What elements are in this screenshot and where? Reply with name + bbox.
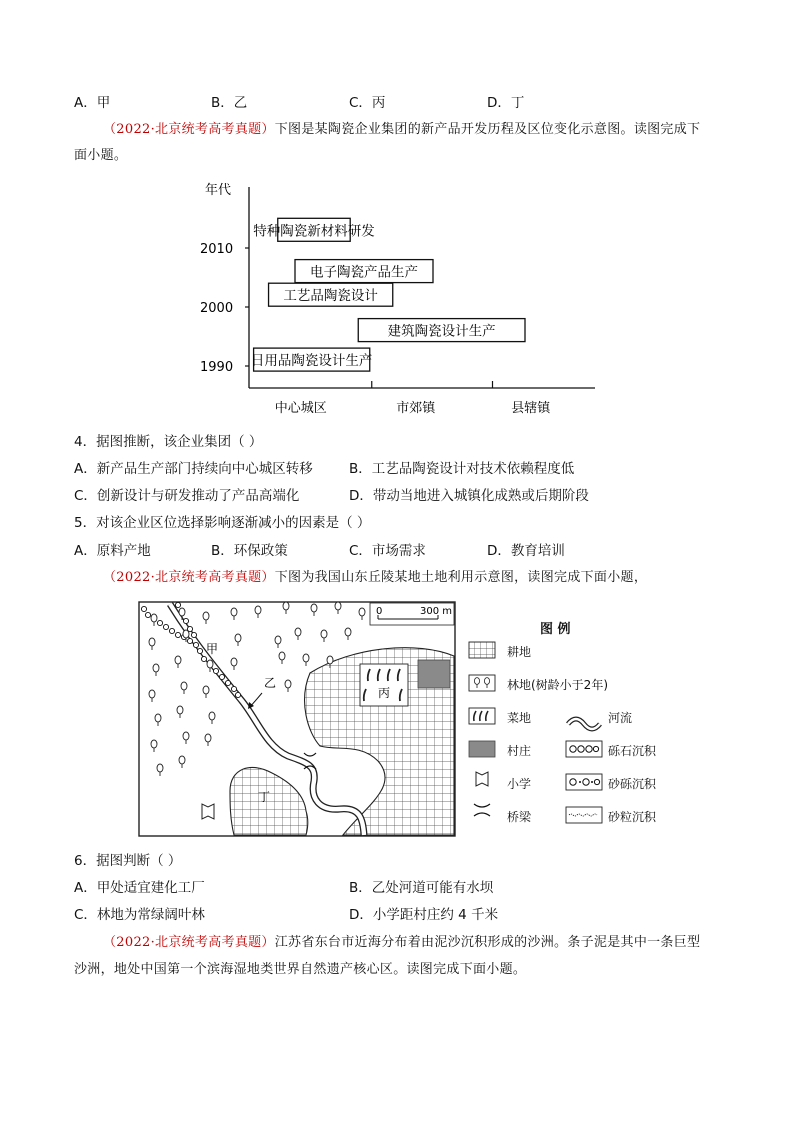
q4-option-b: B．工艺品陶瓷设计对技术依赖程度低 (349, 461, 575, 477)
q5-option-a: A．原料产地 (74, 543, 151, 559)
source-tag: （2022·北京统考高考真题） (103, 935, 275, 950)
q4-option-a: A．新产品生产部门持续向中心城区转移 (74, 461, 313, 477)
legend-sandy-gravel: 砂砾沉积 (608, 777, 657, 791)
intro-1-text: 下图是某陶瓷企业集团的新产品开发历程及区位变化示意图。读图完成下 (274, 122, 701, 137)
x-category-label: 市郊镇 (396, 401, 436, 416)
gravel-dot (213, 668, 218, 673)
legend-sandy-gravel-icon (566, 774, 602, 790)
legend-village: 村庄 (507, 744, 532, 758)
q6-option-d: D．小学距村庄约 4 千米 (349, 907, 499, 923)
timeline-bar-label: 日用品陶瓷设计生产 (250, 353, 373, 370)
gravel-dot (193, 642, 198, 647)
legend-title: 图 例 (540, 622, 571, 637)
timeline-bar-label: 建筑陶瓷设计生产 (387, 323, 496, 340)
gravel-dot (175, 632, 180, 637)
land-use-map (138, 601, 456, 837)
gravel-dot (145, 612, 150, 617)
q4-stem: 4．据图推断，该企业集团（ ） (74, 434, 263, 450)
legend-school: 小学 (507, 777, 532, 791)
label-jia: 甲 (206, 642, 219, 656)
legend-village-icon (469, 741, 495, 757)
legend-vegetable: 菜地 (507, 711, 532, 725)
intro-3-text: 江苏省东台市近海分布着由泥沙沉积形成的沙洲。条子泥是其中一条巨型 (274, 935, 701, 950)
gravel-dot (225, 680, 230, 685)
source-tag: （2022·北京统考高考真题） (103, 122, 275, 137)
label-ding: 丁 (258, 790, 271, 804)
y-tick-label: 1990 (200, 360, 234, 375)
scale-bar (370, 603, 454, 625)
x-category-label: 中心城区 (274, 401, 327, 416)
gravel-dot (141, 606, 146, 611)
q3-option-a: A．甲 (74, 95, 111, 111)
q5-option-d: D．教育培训 (487, 543, 565, 559)
timeline-bar-label: 特种陶瓷新材料研发 (253, 223, 375, 240)
gravel-dot (157, 620, 162, 625)
q3-option-c: C．丙 (349, 95, 386, 111)
legend-gravel-icon (566, 741, 602, 757)
scale-label: 300 m (420, 606, 453, 617)
legend-symbols (462, 636, 672, 836)
gravel-dot (183, 618, 188, 623)
gravel-dot (175, 602, 180, 607)
y-axis-label: 年代 (205, 183, 232, 198)
timeline-chart (190, 175, 610, 420)
map-legend (462, 612, 672, 836)
legend-sand: 砂粒沉积 (608, 810, 657, 824)
legend-bridge: 桥梁 (507, 810, 532, 824)
legend-forest-icon (469, 675, 495, 691)
q4-option-d: D．带动当地进入城镇化成熟或后期阶段 (349, 488, 589, 504)
source-tag: （2022·北京统考高考真题） (103, 570, 275, 585)
gravel-dot (201, 656, 206, 661)
legend-river-icon (568, 719, 600, 729)
q3-option-b: B．乙 (211, 95, 248, 111)
timeline-bar-label: 工艺品陶瓷设计 (283, 288, 378, 305)
gravel-dot (219, 674, 224, 679)
label-yi: 乙 (264, 676, 277, 690)
legend-vegetable-icon (469, 708, 495, 724)
village (418, 660, 450, 688)
q5-stem: 5．对该企业区位选择影响逐渐减小的因素是（ ） (74, 515, 371, 531)
legend-cropland: 耕地 (507, 645, 532, 659)
intro-1-line-1 (103, 121, 700, 139)
legend-gravel: 砾石沉积 (608, 744, 657, 758)
scale-zero: 0 (376, 606, 383, 617)
q5-option-c: C．市场需求 (349, 543, 426, 559)
gravel-dot (235, 692, 240, 697)
legend-cropland-icon (469, 642, 495, 658)
legend-forest: 林地(树龄小于2年) (507, 678, 608, 692)
gravel-dot (197, 648, 202, 653)
gravel-dot (191, 632, 196, 637)
intro-3-line-2: 沙洲，地处中国第一个滨海湿地类世界自然遗产核心区。读图完成下面小题。 (74, 962, 527, 977)
gravel-dot (231, 686, 236, 691)
legend-bridge-icon (474, 804, 490, 816)
q4-option-c: C．创新设计与研发推动了产品高端化 (74, 488, 300, 504)
q5-option-b: B．环保政策 (211, 543, 288, 559)
intro-1-line-2: 面小题。 (74, 148, 128, 163)
intro-2-line (103, 569, 647, 587)
y-tick-label: 2000 (200, 301, 234, 316)
gravel-dot (187, 638, 192, 643)
timeline-bar-label: 电子陶瓷产品生产 (310, 264, 418, 281)
gravel-dot (163, 624, 168, 629)
intro-3-line-1 (103, 934, 700, 952)
gravel-dot (169, 628, 174, 633)
q6-option-b: B．乙处河道可能有水坝 (349, 880, 494, 896)
q6-stem: 6．据图判断（ ） (74, 853, 182, 869)
label-bing: 丙 (378, 686, 391, 700)
x-category-label: 县辖镇 (511, 401, 551, 416)
q6-option-a: A．甲处适宜建化工厂 (74, 880, 205, 896)
q3-option-d: D．丁 (487, 95, 525, 111)
q6-option-c: C．林地为常绿阔叶林 (74, 907, 205, 923)
intro-2-text: 下图为我国山东丘陵某地土地利用示意图，读图完成下面小题， (274, 570, 648, 585)
legend-river: 河流 (608, 711, 633, 725)
legend-school-icon (476, 772, 488, 786)
y-tick-label: 2010 (200, 242, 234, 257)
legend-sand-icon (566, 807, 602, 823)
